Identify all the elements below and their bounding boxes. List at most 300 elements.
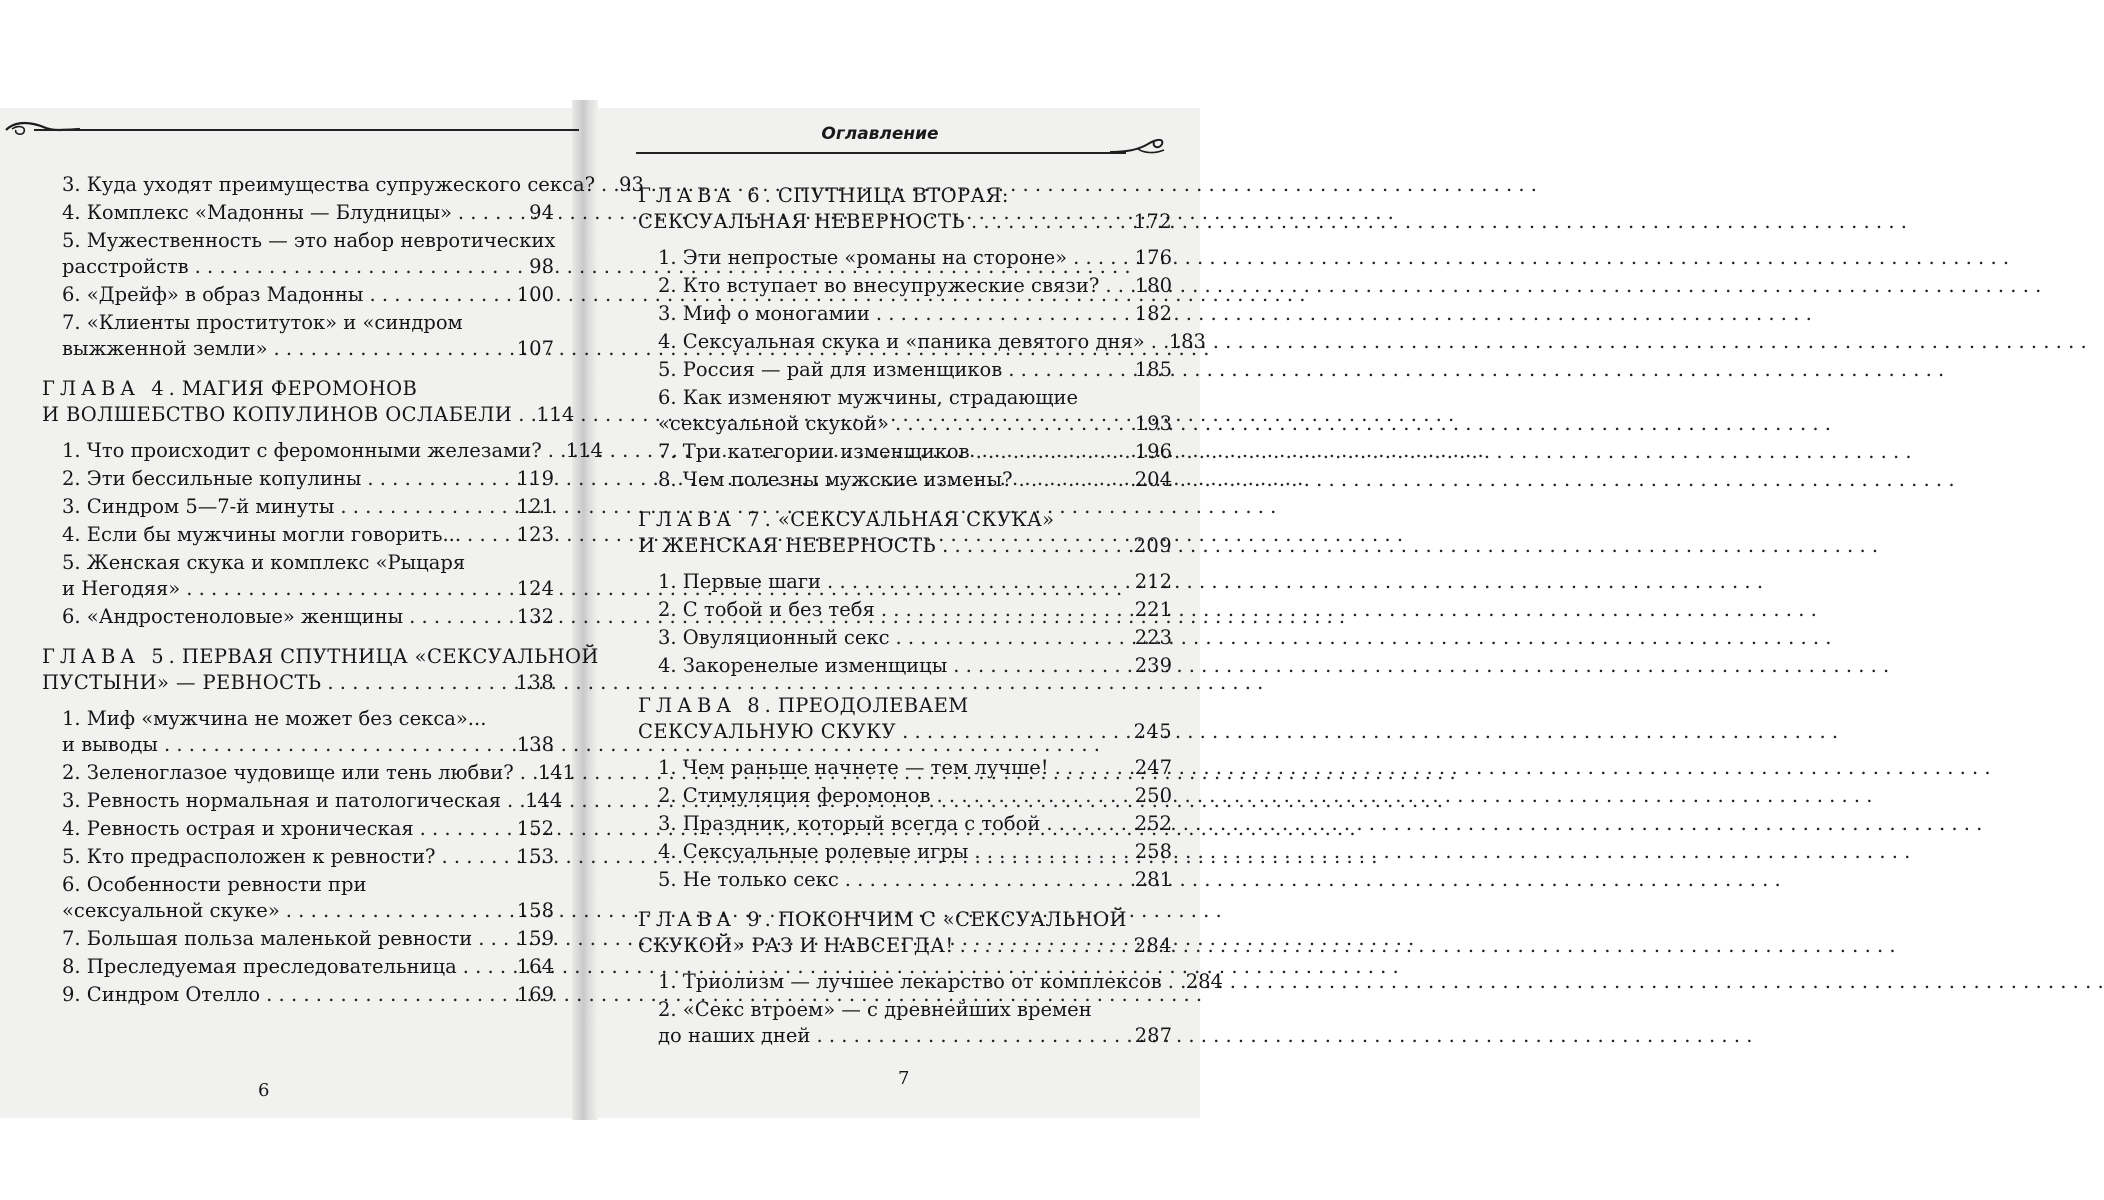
- title-wrap: [658, 329, 1145, 355]
- item-title-line: [62, 282, 554, 308]
- chapter-title-text: ПЕРВАЯ СПУТНИЦА «СЕКСУАЛЬНОЙ: [181, 645, 599, 668]
- page-number: 98: [529, 255, 554, 278]
- item-title-text: 8. Преследуемая преследовательница: [62, 955, 457, 978]
- toc-chapter-entry: [638, 183, 1172, 235]
- page-number: 185: [1134, 358, 1172, 381]
- page-number: 193: [1134, 412, 1172, 435]
- dot-leader: [876, 301, 1131, 327]
- dot-leader: [896, 625, 1131, 651]
- item-title-text: и выводы: [62, 733, 158, 756]
- title-wrap: [62, 254, 189, 280]
- title-wrap: [62, 172, 595, 198]
- chapter-label: ГЛАВА 9: [638, 908, 765, 931]
- item-title-text: 1. Первые шаги: [658, 570, 822, 593]
- page-number: 121: [516, 495, 554, 518]
- dot-leader: [420, 816, 513, 842]
- item-title-line: [62, 550, 554, 576]
- item-title-line: [62, 732, 554, 758]
- title-wrap: [658, 625, 890, 651]
- item-title-text: 7. Большая польза маленькой ревности: [62, 927, 473, 950]
- page-number: 141: [537, 761, 575, 784]
- page-number: 172: [1133, 210, 1172, 233]
- page-number: 119: [516, 467, 554, 490]
- dot-leader: [1019, 467, 1131, 493]
- item-title-line: [62, 604, 554, 630]
- item-title-line: [658, 467, 1172, 493]
- item-title-line: [658, 439, 1172, 465]
- chapter-title-text: ПРЕОДОЛЕВАЕМ: [777, 694, 969, 717]
- toc-item-entry: [638, 273, 1172, 299]
- item-title-line: [62, 576, 554, 602]
- item-title-text: 3. Овуляционный секс: [658, 626, 890, 649]
- page-number: 182: [1134, 302, 1172, 325]
- chapter-title-line: [638, 719, 1172, 745]
- page-number: 123: [516, 523, 554, 546]
- page-number: 183: [1168, 330, 1206, 353]
- item-title-text: 5. Россия — рай для изменщиков: [658, 358, 1003, 381]
- item-title-line: [658, 811, 1172, 837]
- toc-item-entry: [638, 839, 1172, 865]
- flourish-ornament-right: [1108, 130, 1168, 158]
- item-title-line: [62, 310, 554, 336]
- dot-leader: [960, 933, 1130, 959]
- chapter-title-text: СЕКСУАЛЬНУЮ СКУКУ: [638, 720, 897, 743]
- toc-chapter-entry: [638, 693, 1172, 745]
- chapter-title-line: [42, 402, 575, 428]
- page-number: 94: [529, 201, 554, 224]
- page-number: 247: [1134, 756, 1172, 779]
- item-title-line: [62, 788, 563, 814]
- dot-leader: [478, 926, 513, 952]
- toc-item-entry: [638, 467, 1172, 493]
- item-title-line: [62, 926, 554, 952]
- title-wrap: [638, 719, 896, 745]
- title-wrap: [658, 245, 1067, 271]
- toc-item-entry: [638, 997, 1172, 1049]
- item-title-line: [62, 872, 554, 898]
- item-title-text: 1. Что происходит с феромонными железами?: [62, 439, 542, 462]
- item-title-text: «сексуальной скукой»: [658, 412, 889, 435]
- toc-item-entry: [42, 522, 554, 548]
- dot-leader: [367, 466, 512, 492]
- item-title-line: [658, 625, 1172, 651]
- toc-item-entry: [42, 816, 554, 842]
- dot-leader: [1151, 329, 1165, 355]
- toc-item-entry: [638, 755, 1172, 781]
- chapter-title-text: И ВОЛШЕБСТВО КОПУЛИНОВ ОСЛАБЕЛИ: [42, 403, 513, 426]
- item-title-text: 4. Ревность острая и хроническая: [62, 817, 414, 840]
- title-wrap: [62, 732, 158, 758]
- toc-right-column: [638, 183, 1223, 1051]
- toc-item-entry: [42, 200, 554, 226]
- title-wrap: [658, 569, 821, 595]
- toc-item-entry: [42, 438, 603, 464]
- dot-leader: [942, 533, 1130, 559]
- item-title-text: 5. Кто предрасположен к ревности?: [62, 845, 436, 868]
- title-wrap: [62, 576, 180, 602]
- item-title-line: [658, 755, 1172, 781]
- dot-leader: [976, 439, 1131, 465]
- dot-leader: [1073, 245, 1131, 271]
- chapter-title-text: «СЕКСУАЛЬНАЯ СКУКА»: [777, 508, 1055, 531]
- item-title-line: [62, 200, 554, 226]
- item-title-line: [62, 438, 603, 464]
- item-title-text: и Негодяя»: [62, 577, 181, 600]
- chapter-title-text: СПУТНИЦА ВТОРАЯ:: [777, 184, 1009, 207]
- title-wrap: [62, 954, 457, 980]
- item-title-text: 5. Мужественность — это набор невротических: [62, 229, 556, 252]
- title-wrap: [62, 466, 361, 492]
- title-wrap: [62, 898, 280, 924]
- item-title-text: 1. Триолизм — лучшее лекарство от комплексов: [658, 970, 1162, 993]
- title-wrap: [658, 301, 870, 327]
- item-title-line: [658, 245, 1172, 271]
- dot-leader: [1008, 357, 1130, 383]
- page-number: 158: [516, 899, 554, 922]
- item-title-text: 4. Комплекс «Мадонны — Блудницы»: [62, 201, 452, 224]
- dot-leader: [327, 670, 511, 696]
- dot-leader: [369, 282, 512, 308]
- title-wrap: [62, 438, 542, 464]
- chapter-label: ГЛАВА 8: [638, 694, 765, 717]
- dot-leader: [845, 867, 1131, 893]
- item-title-text: 5. Не только секс: [658, 868, 839, 891]
- chapter-label: ГЛАВА 4: [42, 377, 169, 400]
- title-wrap: [638, 533, 936, 559]
- page-number: 138: [516, 733, 554, 756]
- dot-leader: [881, 597, 1131, 623]
- toc-item-entry: [42, 844, 554, 870]
- item-title-text: 1. Миф «мужчина не может без секса»...: [62, 707, 487, 730]
- toc-item-entry: [42, 494, 554, 520]
- item-title-line: [658, 653, 1172, 679]
- page-number: 159: [516, 927, 554, 950]
- item-title-text: 2. Зеленоглазое чудовище или тень любви?: [62, 761, 514, 784]
- title-wrap: [62, 844, 436, 870]
- dot-leader: [827, 569, 1131, 595]
- page-number: 223: [1134, 626, 1172, 649]
- chapter-title-line: ГЛАВА 8. ПРЕОДОЛЕВАЕМ: [638, 694, 969, 717]
- item-title-line: [658, 839, 1172, 865]
- page-number: 114: [565, 439, 603, 462]
- page-number: 144: [525, 789, 563, 812]
- title-wrap: [658, 357, 1002, 383]
- item-title-line: [62, 982, 554, 1008]
- chapter-title-text: ПУСТЫНИ» — РЕВНОСТЬ: [42, 671, 322, 694]
- title-wrap: [658, 411, 889, 437]
- dot-leader: [1055, 755, 1131, 781]
- chapter-label: ГЛАВА 6: [638, 184, 765, 207]
- title-wrap: [638, 209, 965, 235]
- title-wrap: [42, 670, 321, 696]
- dot-leader: [971, 209, 1130, 235]
- title-wrap: [658, 467, 1013, 493]
- title-wrap: [62, 494, 334, 520]
- item-title-line: [62, 522, 554, 548]
- item-title-text: 4. Закоренелые изменщицы: [658, 654, 948, 677]
- page-number: 287: [1134, 1024, 1172, 1047]
- title-wrap: [42, 402, 512, 428]
- item-title-text: 7. Три категории изменщиков: [658, 440, 970, 463]
- toc-item-entry: [638, 625, 1172, 651]
- dot-leader: [1105, 273, 1130, 299]
- page-number: 132: [516, 605, 554, 628]
- item-title-text: 3. Ревность нормальная и патологическая: [62, 789, 501, 812]
- item-title-text: расстройств: [62, 255, 189, 278]
- toc-item-entry: [638, 969, 1223, 995]
- toc-item-entry: [42, 706, 554, 758]
- page-number: 252: [1134, 812, 1172, 835]
- title-wrap: [638, 933, 954, 959]
- item-title-text: 6. «Дрейф» в образ Мадонны: [62, 283, 364, 306]
- title-wrap: [658, 969, 1162, 995]
- page-number: 138: [515, 671, 554, 694]
- item-title-line: [658, 411, 1172, 437]
- page-number: 93: [619, 173, 644, 196]
- chapter-title-text: ПОКОНЧИМ С «СЕКСУАЛЬНОЙ: [777, 908, 1127, 931]
- chapter-title-line: [638, 933, 1172, 959]
- toc-item-entry: [42, 172, 644, 198]
- item-title-line: [658, 1023, 1172, 1049]
- toc-item-entry: [42, 788, 563, 814]
- toc-item-entry: [42, 228, 554, 280]
- item-title-line: [658, 597, 1172, 623]
- page-number: 212: [1134, 570, 1172, 593]
- item-title-text: 2. С тобой и без тебя: [658, 598, 875, 621]
- dot-leader: [520, 760, 534, 786]
- header-rule-right: [636, 152, 1126, 154]
- item-title-text: 1. Эти непростые «романы на стороне»: [658, 246, 1068, 269]
- page-number: 250: [1134, 784, 1172, 807]
- toc-item-entry: [42, 760, 575, 786]
- title-wrap: [658, 867, 839, 893]
- title-wrap: [62, 788, 501, 814]
- page-number: 258: [1134, 840, 1172, 863]
- item-title-line: [62, 954, 554, 980]
- toc-item-entry: [42, 310, 554, 362]
- item-title-text: 4. Сексуальные ролевые игры: [658, 840, 969, 863]
- page-number: 196: [1134, 440, 1172, 463]
- toc-item-entry: [42, 604, 554, 630]
- dot-leader: [937, 783, 1131, 809]
- dot-leader: [902, 719, 1129, 745]
- page-number: 153: [516, 845, 554, 868]
- chapter-title-line: ГЛАВА 6. СПУТНИЦА ВТОРАЯ:: [638, 184, 1009, 207]
- item-title-line: [658, 329, 1206, 355]
- chapter-title-text: МАГИЯ ФЕРОМОНОВ: [181, 377, 418, 400]
- page-number: 124: [516, 577, 554, 600]
- item-title-text: 7. «Клиенты проституток» и «синдром: [62, 311, 463, 334]
- dot-leader: [286, 898, 513, 924]
- dot-leader: [274, 336, 513, 362]
- item-title-line: [62, 336, 554, 362]
- item-title-line: [62, 228, 554, 254]
- header-rule-left: [34, 129, 579, 131]
- toc-item-entry: [638, 329, 1206, 355]
- chapter-title-text: И ЖЕНСКАЯ НЕВЕРНОСТЬ: [638, 534, 937, 557]
- page-number: 284: [1185, 970, 1223, 993]
- item-title-line: [62, 898, 554, 924]
- item-title-line: [62, 844, 554, 870]
- toc-item-entry: [638, 569, 1172, 595]
- item-title-line: [62, 172, 644, 198]
- toc-chapter-entry: [42, 644, 599, 696]
- item-title-line: [62, 760, 575, 786]
- title-wrap: [658, 653, 947, 679]
- toc-chapter-entry: [638, 507, 1172, 559]
- toc-item-entry: [638, 245, 1172, 271]
- toc-left-column: [42, 172, 644, 1010]
- toc-item-entry: [42, 954, 554, 980]
- item-title-line: [658, 997, 1172, 1023]
- item-title-text: 3. Праздник, который всегда с тобой: [658, 812, 1041, 835]
- toc-chapter-entry: [42, 376, 575, 428]
- dot-leader: [467, 522, 513, 548]
- toc-item-entry: [638, 357, 1172, 383]
- page-number: 239: [1134, 654, 1172, 677]
- toc-item-entry: [42, 982, 554, 1008]
- page-number: 245: [1133, 720, 1172, 743]
- folio-left: 6: [258, 1080, 270, 1101]
- item-title-line: [62, 254, 554, 280]
- dot-leader: [463, 954, 513, 980]
- item-title-line: [658, 357, 1172, 383]
- item-title-text: 4. Если бы мужчины могли говорить...: [62, 523, 462, 546]
- dot-leader: [195, 254, 526, 280]
- flourish-ornament-left: [2, 116, 82, 138]
- running-head: Оглавление: [821, 124, 939, 144]
- chapter-title-line: ГЛАВА 4. МАГИЯ ФЕРОМОНОВ: [42, 377, 418, 400]
- item-title-text: 6. «Андростеноловые» женщины: [62, 605, 404, 628]
- item-title-line: [62, 494, 554, 520]
- item-title-text: 2. Стимуляция феромонов: [658, 784, 931, 807]
- item-title-text: 3. Синдром 5—7-й минуты: [62, 495, 335, 518]
- toc-item-entry: [638, 301, 1172, 327]
- dot-leader: [895, 411, 1131, 437]
- item-title-text: 2. Кто вступает во внесупружеские связи?: [658, 274, 1100, 297]
- item-title-text: 9. Синдром Отелло: [62, 983, 261, 1006]
- chapter-title-line: [638, 533, 1172, 559]
- page-number: 284: [1133, 934, 1172, 957]
- title-wrap: [658, 1023, 810, 1049]
- toc-item-entry: [42, 282, 554, 308]
- title-wrap: [658, 273, 1099, 299]
- page-number: 180: [1134, 274, 1172, 297]
- title-wrap: [62, 604, 403, 630]
- chapter-label: ГЛАВА 7: [638, 508, 765, 531]
- page-number: 209: [1133, 534, 1172, 557]
- chapter-title-line: ГЛАВА 9. ПОКОНЧИМ С «СЕКСУАЛЬНОЙ: [638, 908, 1127, 931]
- item-title-text: «сексуальной скуке»: [62, 899, 280, 922]
- chapter-title-text: СЕКСУАЛЬНАЯ НЕВЕРНОСТЬ: [638, 210, 965, 233]
- dot-leader: [974, 839, 1130, 865]
- chapter-title-line: ГЛАВА 5. ПЕРВАЯ СПУТНИЦА «СЕКСУАЛЬНОЙ: [42, 645, 599, 668]
- dot-leader: [409, 604, 513, 630]
- dot-leader: [518, 402, 532, 428]
- item-title-line: [658, 867, 1172, 893]
- dot-leader: [1046, 811, 1130, 837]
- title-wrap: [658, 811, 1040, 837]
- item-title-text: 2. Эти бессильные копулины: [62, 467, 362, 490]
- item-title-line: [62, 816, 554, 842]
- dot-leader: [601, 172, 615, 198]
- dot-leader: [548, 438, 562, 464]
- page-number: 152: [516, 817, 554, 840]
- title-wrap: [658, 839, 968, 865]
- page-number: 114: [536, 403, 575, 426]
- dot-leader: [816, 1023, 1130, 1049]
- dot-leader: [266, 982, 513, 1008]
- page-number: 107: [516, 337, 554, 360]
- toc-item-entry: [42, 550, 554, 602]
- page-number: 169: [516, 983, 554, 1006]
- toc-item-entry: [638, 439, 1172, 465]
- toc-chapter-entry: [638, 907, 1172, 959]
- toc-item-entry: [638, 867, 1172, 893]
- title-wrap: [658, 439, 970, 465]
- item-title-line: [658, 569, 1172, 595]
- item-title-text: 5. Женская скука и комплекс «Рыцаря: [62, 551, 466, 574]
- dot-leader: [164, 732, 513, 758]
- item-title-line: [62, 466, 554, 492]
- toc-item-entry: [638, 385, 1172, 437]
- toc-item-entry: [638, 811, 1172, 837]
- item-title-text: 6. Как изменяют мужчины, страдающие: [658, 386, 1078, 409]
- chapter-title-line: [638, 209, 1172, 235]
- item-title-text: 6. Особенности ревности при: [62, 873, 367, 896]
- page-number: 221: [1134, 598, 1172, 621]
- chapter-title-line: [42, 670, 554, 696]
- toc-item-entry: [638, 597, 1172, 623]
- title-wrap: [658, 755, 1049, 781]
- title-wrap: [62, 926, 472, 952]
- dot-leader: [186, 576, 513, 602]
- title-wrap: [62, 336, 268, 362]
- dot-leader: [507, 788, 521, 814]
- item-title-text: 2. «Секс втроем» — с древнейших времен: [658, 998, 1092, 1021]
- title-wrap: [62, 282, 363, 308]
- dot-leader: [442, 844, 513, 870]
- toc-item-entry: [638, 783, 1172, 809]
- toc-item-entry: [638, 653, 1172, 679]
- item-title-text: 4. Сексуальная скука и «паника девятого дня»: [658, 330, 1145, 353]
- title-wrap: [62, 200, 452, 226]
- item-title-line: [658, 783, 1172, 809]
- item-title-line: [62, 706, 554, 732]
- page-number: 281: [1134, 868, 1172, 891]
- title-wrap: [62, 760, 514, 786]
- item-title-line: [658, 969, 1223, 995]
- item-title-line: [658, 273, 1172, 299]
- folio-right: 7: [898, 1068, 910, 1089]
- item-title-line: [658, 301, 1172, 327]
- dot-leader: [1168, 969, 1182, 995]
- page-number: 100: [516, 283, 554, 306]
- page-number: 176: [1134, 246, 1172, 269]
- item-title-line: [658, 385, 1172, 411]
- title-wrap: [658, 783, 931, 809]
- page-number: 204: [1134, 468, 1172, 491]
- title-wrap: [658, 597, 875, 623]
- dot-leader: [458, 200, 525, 226]
- chapter-label: ГЛАВА 5: [42, 645, 169, 668]
- dot-leader: [953, 653, 1131, 679]
- title-wrap: [62, 522, 461, 548]
- title-wrap: [62, 816, 414, 842]
- title-wrap: [62, 982, 260, 1008]
- item-title-text: выжженной земли»: [62, 337, 268, 360]
- toc-item-entry: [42, 926, 554, 952]
